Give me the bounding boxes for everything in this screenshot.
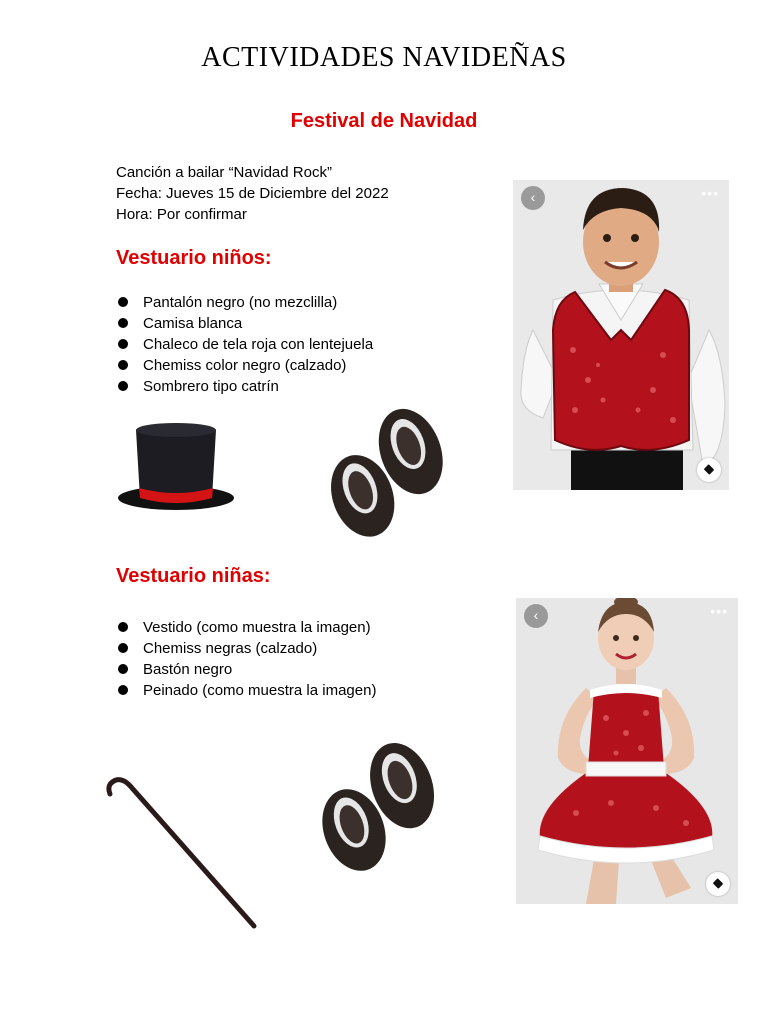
- bullet-icon: [118, 664, 128, 674]
- chevron-left-icon[interactable]: ‹: [521, 186, 545, 210]
- boys-costume-heading: Vestuario niños:: [116, 247, 272, 269]
- list-item: Pantalón negro (no mezclilla): [116, 292, 373, 313]
- girls-costume-list: [116, 617, 376, 701]
- bullet-icon: [118, 339, 128, 349]
- cane-icon: [102, 768, 268, 934]
- date-line: Fecha: Jueves 15 de Diciembre del 2022: [116, 185, 389, 202]
- bullet-icon: [118, 685, 128, 695]
- tag-icon[interactable]: [697, 458, 721, 482]
- time-line: Hora: Por confirmar: [116, 206, 247, 223]
- more-dots-icon[interactable]: •••: [710, 603, 728, 619]
- event-info: [116, 162, 389, 225]
- boys-shoes-image: [322, 404, 446, 540]
- bullet-icon: [118, 622, 128, 632]
- bullet-icon: [118, 297, 128, 307]
- bullet-icon: [118, 381, 128, 391]
- song-line: Canción a bailar “Navidad Rock”: [116, 164, 332, 181]
- ballet-shoes-icon: [322, 404, 446, 540]
- girl-costume-photo: [516, 598, 738, 904]
- event-subtitle: Festival de Navidad: [290, 110, 478, 132]
- girls-costume-heading: Vestuario niñas:: [116, 565, 271, 587]
- list-item: Chaleco de tela roja con lentejuela: [116, 334, 373, 355]
- cane-image: [102, 768, 268, 934]
- girl-costume-illustration: [516, 598, 738, 904]
- ballet-shoes-icon: [314, 740, 438, 874]
- boy-costume-illustration: [513, 180, 729, 490]
- bullet-icon: [118, 318, 128, 328]
- list-item: Chemiss negras (calzado): [116, 638, 376, 659]
- top-hat-icon: [114, 420, 238, 514]
- boys-costume-list: [116, 292, 373, 397]
- list-item: Peinado (como muestra la imagen): [116, 680, 376, 701]
- bullet-icon: [118, 643, 128, 653]
- list-item: Sombrero tipo catrín: [116, 376, 373, 397]
- list-item: Bastón negro: [116, 659, 376, 680]
- girls-shoes-image: [314, 740, 438, 874]
- list-item: Vestido (como muestra la imagen): [116, 617, 376, 638]
- top-hat-image: [114, 420, 238, 514]
- more-dots-icon[interactable]: •••: [701, 185, 719, 201]
- boy-costume-photo: [513, 180, 729, 490]
- bullet-icon: [118, 360, 128, 370]
- list-item: Chemiss color negro (calzado): [116, 355, 373, 376]
- list-item: Camisa blanca: [116, 313, 373, 334]
- page-title: ACTIVIDADES NAVIDEÑAS: [201, 42, 567, 73]
- tag-icon[interactable]: [706, 872, 730, 896]
- chevron-left-icon[interactable]: ‹: [524, 604, 548, 628]
